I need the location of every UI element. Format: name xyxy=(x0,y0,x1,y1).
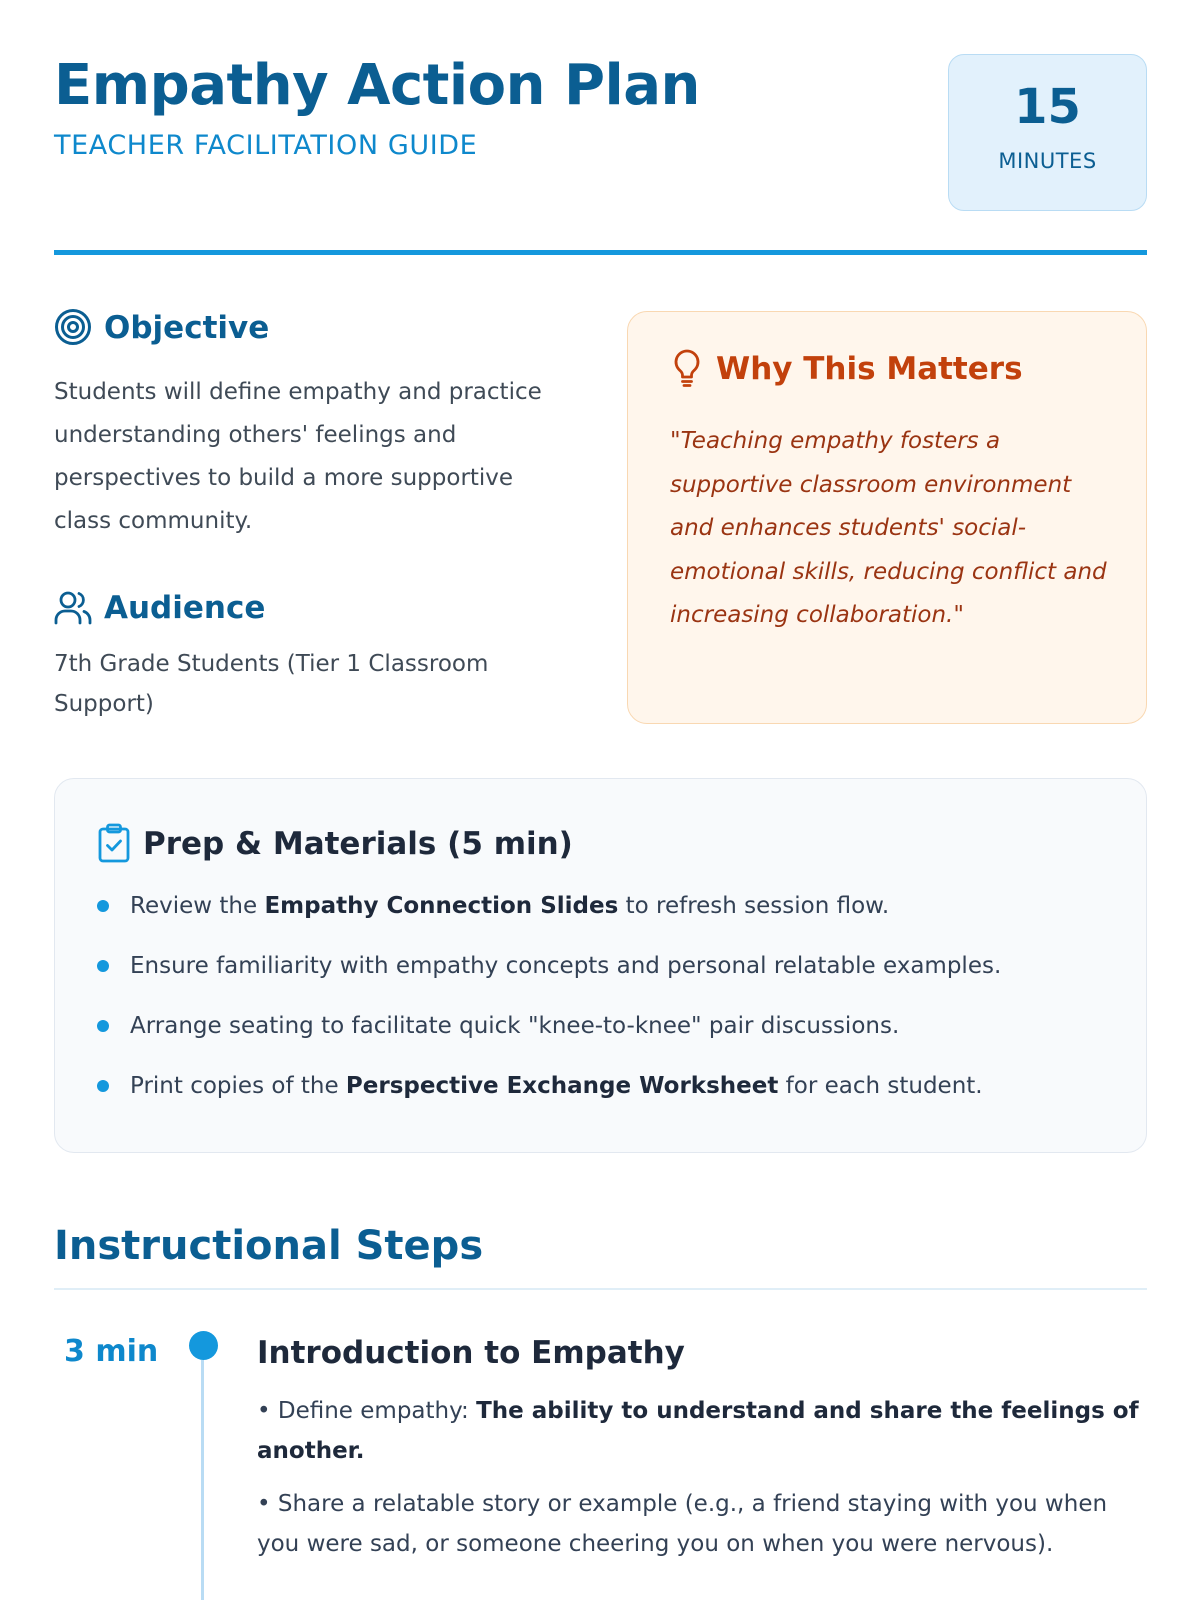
clipboard-check-icon xyxy=(97,823,131,867)
bullet-dot xyxy=(97,900,109,912)
users-icon xyxy=(54,588,92,630)
prep-materials-card xyxy=(54,778,1147,1153)
step-bullet: • Define empathy: The ability to understand and share the feelings of another. xyxy=(257,1398,1139,1464)
target-icon xyxy=(54,308,92,350)
prep-item: Ensure familiarity with empathy concepts and personal relatable examples. xyxy=(97,951,1001,1011)
bullet-dot xyxy=(97,960,109,972)
prep-item: Arrange seating to facilitate quick "knee-to-knee" pair discussions. xyxy=(97,1011,1001,1071)
page-subtitle: TEACHER FACILITATION GUIDE xyxy=(54,130,478,161)
timeline-dot xyxy=(189,1331,218,1360)
why-this-matters-card xyxy=(627,311,1147,724)
step-time: 3 min xyxy=(64,1334,159,1369)
steps-heading: Instructional Steps xyxy=(54,1223,484,1269)
duration-badge xyxy=(948,54,1147,211)
objective-heading xyxy=(54,308,269,350)
duration-value: 15 xyxy=(1014,79,1081,135)
steps-divider xyxy=(54,1288,1147,1290)
why-title: Why This Matters xyxy=(716,351,1023,388)
duration-unit: MINUTES xyxy=(998,149,1097,173)
audience-title: Audience xyxy=(104,590,266,627)
prep-item: Review the Empathy Connection Slides to refresh session flow. xyxy=(97,891,1001,951)
audience-heading xyxy=(54,588,265,630)
prep-heading xyxy=(97,823,573,867)
step-title: Introduction to Empathy xyxy=(257,1335,685,1371)
header-divider xyxy=(54,250,1147,255)
bullet-dot xyxy=(97,1020,109,1032)
lightbulb-icon xyxy=(670,348,704,392)
step-bullets xyxy=(257,1391,1142,1577)
bullet-dot xyxy=(97,1080,109,1092)
prep-title: Prep & Materials (5 min) xyxy=(143,826,573,863)
objective-title: Objective xyxy=(104,310,270,347)
audience-text: 7th Grade Students (Tier 1 Classroom Support) xyxy=(54,651,489,717)
objective-text: Students will define empathy and practice understanding others' feelings and perspectives to build a more supportive class community. xyxy=(54,379,542,534)
why-quote: "Teaching empathy fosters a supportive classroom environment and enhances students' social-emotional skills, reducing conflict and increasing collaboration." xyxy=(670,428,1107,628)
page-title: Empathy Action Plan xyxy=(54,53,700,118)
prep-list xyxy=(97,891,1001,1131)
step-bullet: • Share a relatable story or example (e.g., a friend staying with you when you were sad, or someone cheering you on when you were nervous). xyxy=(257,1491,1108,1557)
prep-item: Print copies of the Perspective Exchange Worksheet for each student. xyxy=(97,1071,1001,1131)
why-heading xyxy=(670,348,1023,392)
timeline-line xyxy=(201,1360,204,1600)
